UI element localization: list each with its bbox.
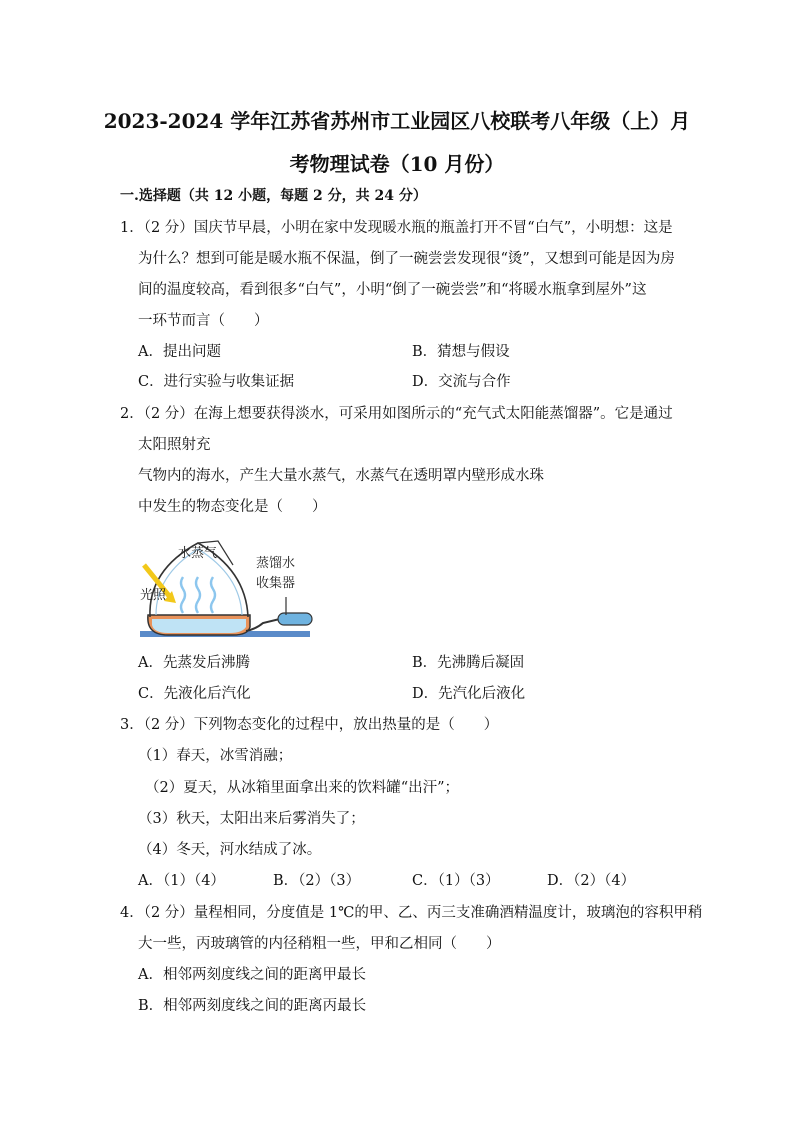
vapor-line-3	[211, 577, 215, 613]
vapor-line-1	[181, 577, 185, 613]
q1-text-line-2: 为什么？想到可能是暖水瓶不保温，倒了一碗尝尝发现很“烫”，又想到可能是因为房	[138, 251, 675, 267]
q1-option-a: A．提出问题	[138, 344, 221, 360]
q3-text-line-1: 3．（2 分）下列物态变化的过程中，放出热量的是（ ）	[120, 717, 499, 733]
q3-item-2: （2）夏天，从冰箱里面拿出来的饮料罐“出汗”；	[145, 780, 460, 796]
q1-option-d: D．交流与合作	[412, 374, 511, 390]
seawater	[152, 619, 246, 633]
q1-text-line-1: 1．（2 分）国庆节早晨，小明在家中发现暖水瓶的瓶盖打开不冒“白气”，小明想：这是	[120, 220, 673, 236]
q2-option-c: C．先液化后汽化	[138, 686, 251, 702]
label-vapor: 水蒸气	[178, 546, 218, 561]
label-collector-line-2: 收集器	[256, 576, 296, 591]
solar-still-figure	[138, 535, 318, 640]
collector-bottle	[278, 613, 312, 625]
q4-option-b: B．相邻两刻度线之间的距离丙最长	[138, 998, 367, 1014]
label-collector-line-1: 蒸馏水	[256, 556, 296, 571]
q3-option-c: C．（1）（3）	[412, 873, 500, 889]
q2-text-line-3: 气物内的海水，产生大量水蒸气，水蒸气在透明罩内壁形成水珠	[138, 468, 544, 484]
q4-text-line-1: 4．（2 分）量程相同，分度值是 1℃的甲、乙、丙三支准确酒精温度计，玻璃泡的容积甲稍	[120, 905, 703, 921]
q3-option-d: D．（2）（4）	[547, 873, 636, 889]
section-heading: 一.选择题（共 12 小题，每题 2 分，共 24 分）	[120, 188, 427, 204]
exam-title-line-1: 2023-2024 学年江苏省苏州市工业园区八校联考八年级（上）月	[103, 109, 691, 133]
q4-option-a: A．相邻两刻度线之间的距离甲最长	[138, 967, 366, 983]
label-light: 光照	[140, 588, 167, 603]
q3-item-3: （3）秋天，太阳出来后雾消失了；	[138, 811, 365, 827]
q3-item-1: （1）春天，冰雪消融；	[138, 748, 293, 764]
q2-text-line-2: 太阳照射充	[138, 437, 211, 453]
q2-text-line-1: 2．（2 分）在海上想要获得淡水，可采用如图所示的“充气式太阳能蒸馏器”。它是通过	[120, 406, 673, 422]
q3-option-a: A．（1）（4）	[138, 873, 225, 889]
q2-text-line-4: 中发生的物态变化是（ ）	[138, 499, 327, 515]
q4-text-line-2: 大一些，丙玻璃管的内径稍粗一些，甲和乙相同（ ）	[138, 936, 501, 952]
q2-option-b: B．先沸腾后凝固	[412, 655, 525, 671]
q3-item-4: （4）冬天，河水结成了冰。	[138, 842, 322, 858]
q1-text-line-4: 一环节而言（ ）	[138, 313, 269, 329]
q1-option-c: C．进行实验与收集证据	[138, 374, 295, 390]
q1-text-line-3: 间的温度较高，看到很多“白气”，小明“倒了一碗尝尝”和“将暖水瓶拿到屋外”这	[138, 282, 647, 298]
vapor-line-2	[196, 577, 200, 613]
exam-title-line-2: 考物理试卷（10 月份）	[289, 152, 505, 176]
q2-option-d: D．先汽化后液化	[412, 686, 526, 702]
q2-option-a: A．先蒸发后沸腾	[138, 655, 250, 671]
q1-option-b: B．猜想与假设	[412, 344, 510, 360]
q3-option-b: B．（2）（3）	[273, 873, 361, 889]
